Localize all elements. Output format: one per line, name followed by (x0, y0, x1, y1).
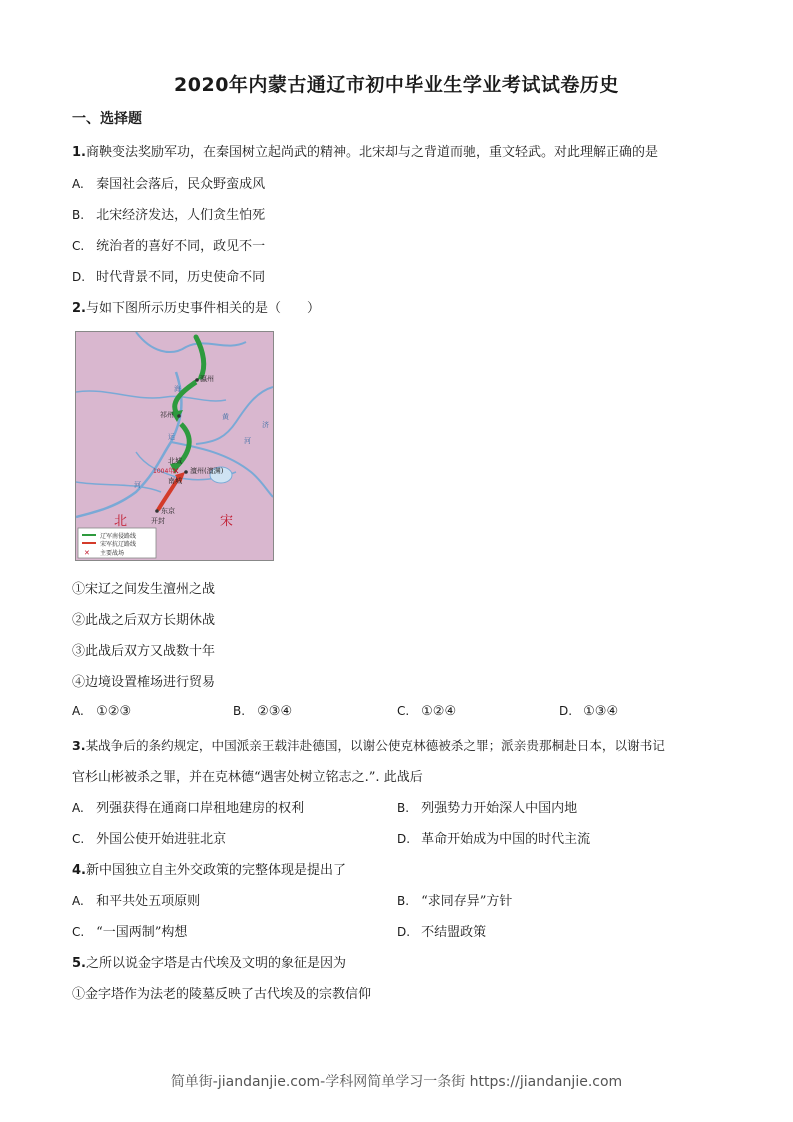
option-text: “一国两制”构想 (96, 925, 188, 940)
q4-option-a (72, 890, 200, 909)
question-text: 新中国独立自主外交政策的完整体现是提出了 (85, 863, 346, 878)
option-label: C. (72, 925, 85, 939)
map-label-chanzhou: 澶州(澶渊) (190, 467, 224, 475)
question-1 (72, 141, 658, 160)
map-river-label: 黄 (222, 413, 229, 421)
question-text: 之所以说金字塔是古代埃及文明的象征是因为 (85, 956, 346, 971)
map-label-beicheng: 北城 (168, 457, 182, 465)
q3-option-c (72, 828, 226, 847)
option-text: ②③④ (257, 704, 293, 719)
question-text: 商鞅变法奖励军功，在秦国树立起尚武的精神。北宋却与之背道而驰，重文轻武。对此理解正确的是 (85, 145, 658, 160)
q1-option-b (72, 204, 265, 223)
svg-text:✕: ✕ (172, 467, 180, 477)
option-label: A. (72, 177, 84, 191)
map-label-song: 宋 (220, 514, 234, 529)
q3-option-d (397, 828, 590, 847)
map-label-nancheng: 南城 (168, 477, 182, 485)
map-label-bei: 北 (114, 514, 128, 529)
q1-option-c (72, 235, 265, 254)
map-legend-song: 宋军抗辽路线 (100, 541, 137, 548)
question-number: 3. (72, 738, 86, 753)
question-number: 1. (72, 145, 86, 160)
question-number: 5. (72, 956, 86, 971)
option-text: 秦国社会落后，民众野蛮成风 (96, 177, 266, 192)
q2-statement-1: ①宋辽之间发生澶州之战 (72, 582, 216, 597)
q4-option-c (72, 921, 187, 940)
option-label: D. (559, 704, 573, 718)
question-text: 与如下图所示历史事件相关的是（ ） (85, 301, 320, 316)
q2-statement-4: ④边境设置榷场进行贸易 (72, 675, 216, 690)
map-label-qizhou: 祁州 (160, 411, 174, 419)
q2-statement-2: ②此战之后双方长期休战 (72, 613, 216, 628)
option-label: A. (72, 894, 84, 908)
map-river-label: 河 (244, 437, 251, 445)
option-label: C. (397, 704, 410, 718)
section-heading: 一、选择题 (72, 111, 142, 127)
map-label-kaifeng: 开封 (151, 517, 165, 525)
option-text: 和平共处五项原则 (96, 894, 201, 909)
option-text: 时代背景不同，历史使命不同 (96, 270, 266, 285)
map-label-dongjing: 东京 (161, 507, 175, 515)
question-text: 某战争后的条约规定，中国派亲王载沣赴德国，以谢公使克林德被杀之罪；派亲贵那桐赴日本，以谢书记 (85, 738, 665, 753)
option-text: 不结盟政策 (421, 925, 487, 940)
option-label: D. (72, 270, 86, 284)
map-drawing (76, 332, 273, 560)
option-label: B. (397, 801, 410, 815)
option-text: ①③④ (583, 704, 619, 719)
q4-option-d (397, 921, 486, 940)
q1-option-a (72, 173, 265, 192)
map-legend-battle: 主要战场 (100, 550, 125, 557)
page-title: 2020年内蒙古通辽市初中毕业生学业考试试卷历史 (174, 74, 619, 96)
option-label: D. (397, 832, 411, 846)
svg-text:✕: ✕ (84, 549, 90, 557)
question-5 (72, 952, 346, 971)
option-text: 北宋经济发达，人们贪生怕死 (96, 208, 266, 223)
question-number: 2. (72, 301, 86, 316)
option-label: B. (72, 208, 85, 222)
option-label: A. (72, 801, 84, 815)
map-river-label: 运 (168, 433, 175, 441)
q2-option-d (559, 704, 618, 719)
q3-option-b (397, 797, 577, 816)
map-river-label: 河 (134, 481, 141, 489)
option-text: ①②④ (421, 704, 457, 719)
q2-option-b (233, 704, 292, 719)
option-label: B. (233, 704, 246, 718)
option-text: 外国公使开始进驻北京 (96, 832, 227, 847)
q2-option-a (72, 704, 131, 719)
q2-statement-3: ③此战后双方又战数十年 (72, 644, 216, 659)
q5-statement-1: ①金字塔作为法老的陵墓反映了古代埃及的宗教信仰 (72, 987, 372, 1002)
option-text: “求同存异”方针 (421, 894, 513, 909)
q2-option-c (397, 704, 456, 719)
map-label-yingzhou: 瀛州 (200, 375, 214, 383)
option-label: B. (397, 894, 410, 908)
map-label-date: 1004年 (153, 468, 175, 475)
historical-map (75, 331, 274, 561)
question-4 (72, 859, 346, 878)
map-legend-liao: 辽军南侵路线 (100, 533, 137, 540)
option-text: 列强势力开始深人中国内地 (421, 801, 578, 816)
q3-option-a (72, 797, 304, 816)
q4-option-b (397, 890, 512, 909)
option-label: C. (72, 832, 85, 846)
option-text: ①②③ (96, 704, 132, 719)
q1-option-d (72, 266, 265, 285)
option-label: D. (397, 925, 411, 939)
page-footer: 简单街-jiandanjie.com-学科网简单学习一条街 https://jiandanjie.com (170, 1074, 623, 1090)
option-label: C. (72, 239, 85, 253)
question-2 (72, 297, 320, 316)
option-text: 统治者的喜好不同，政见不一 (96, 239, 266, 254)
map-river-label: 济 (262, 421, 269, 429)
option-text: 列强获得在通商口岸租地建房的权利 (96, 801, 305, 816)
map-river-label: 海 (174, 385, 181, 393)
question-number: 4. (72, 863, 86, 878)
question-3 (72, 735, 665, 754)
option-label: A. (72, 704, 84, 718)
question-3-cont: 官杉山彬被杀之罪，并在克林德“遇害处树立铭志之.”. 此战后 (72, 770, 423, 785)
option-text: 革命开始成为中国的时代主流 (421, 832, 591, 847)
